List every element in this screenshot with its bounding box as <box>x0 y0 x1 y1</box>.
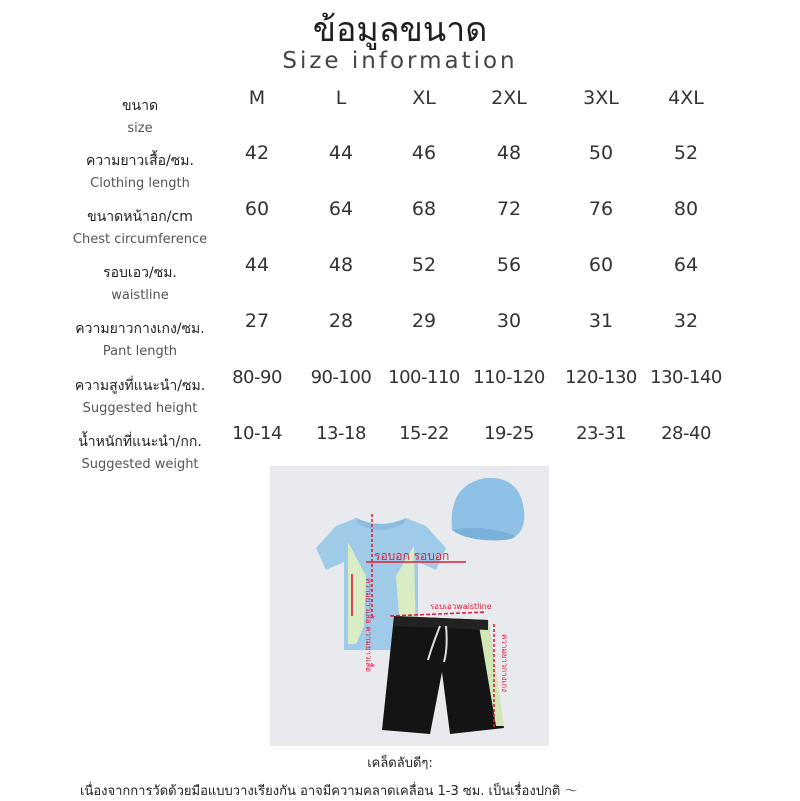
table-cell: 2XL <box>491 87 527 109</box>
table-cell: 52 <box>411 254 437 276</box>
table-cell: 50 <box>588 142 614 164</box>
table-cell: 15-22 <box>399 423 449 444</box>
row-label-thai: ความยาวเสื้อ/ซม. <box>86 153 194 169</box>
table-cell: 4XL <box>668 87 704 109</box>
table-cell: 56 <box>496 254 522 276</box>
table-cell: 60 <box>588 254 614 276</box>
table-cell: 28 <box>328 310 354 332</box>
waist-label: รอบเอวwaistline <box>430 602 492 611</box>
row-label-english: Suggested weight <box>81 457 199 472</box>
table-cell: 32 <box>673 310 699 332</box>
table-cell: 130-140 <box>650 367 722 388</box>
table-cell: 64 <box>328 198 354 220</box>
page-title: ข้อมูลขนาด <box>312 10 488 50</box>
table-cell: 60 <box>244 198 270 220</box>
table-cell: 42 <box>244 142 270 164</box>
measurement-note: เนื่องจากการวัดด้วยมือแบบวางเรียงกัน อาจมีความคลาดเคลื่อน 1-3 ซม. เป็นเรื่องปกติ ～ <box>80 784 578 799</box>
table-cell: L <box>335 87 347 109</box>
table-cell: 19-25 <box>484 423 534 444</box>
table-cell: 3XL <box>583 87 619 109</box>
table-cell: 46 <box>411 142 437 164</box>
chest-label: รอบอก รอบอก <box>374 549 450 563</box>
table-cell: 44 <box>244 254 270 276</box>
table-cell: 44 <box>328 142 354 164</box>
table-cell: 110-120 <box>473 367 545 388</box>
row-label-english: Clothing length <box>90 176 190 191</box>
shirt-length-label: ความยาวเสื้อ ความยาวเสื้อ <box>364 578 373 672</box>
table-cell: 100-110 <box>388 367 460 388</box>
table-cell: 80-90 <box>232 367 282 388</box>
table-cell: 90-100 <box>310 367 372 388</box>
swim-shorts-graphic <box>382 616 504 734</box>
table-cell: 31 <box>588 310 614 332</box>
row-label-thai: ความยาวกางเกง/ซม. <box>75 321 205 337</box>
product-photo <box>270 466 549 746</box>
tips-heading: เคล็ดลับดีๆ: <box>367 756 433 771</box>
table-cell: 30 <box>496 310 522 332</box>
table-cell: 68 <box>411 198 437 220</box>
page-subtitle: Size information <box>282 48 518 74</box>
row-label-english: size <box>127 121 153 136</box>
table-cell: 76 <box>588 198 614 220</box>
row-label-thai: น้ำหนักที่แนะนำ/กก. <box>78 434 202 450</box>
row-label-english: Suggested height <box>82 401 198 416</box>
row-label-thai: ความสูงที่แนะนำ/ซม. <box>74 378 206 394</box>
table-cell: 52 <box>673 142 699 164</box>
table-cell: 28-40 <box>661 423 711 444</box>
table-cell: 48 <box>496 142 522 164</box>
table-cell: 13-18 <box>316 423 366 444</box>
pant-length-label: ความยาวกางเกง <box>500 634 509 693</box>
row-label-thai: ขนาดหน้าอก/cm <box>87 209 193 225</box>
row-label-thai: รอบเอว/ซม. <box>103 265 177 281</box>
row-label-english: waistline <box>111 288 169 303</box>
table-cell: 64 <box>673 254 699 276</box>
table-cell: XL <box>412 87 436 109</box>
swim-cap-graphic <box>452 478 525 541</box>
table-cell: 10-14 <box>232 423 282 444</box>
table-cell: M <box>248 87 266 109</box>
table-cell: 80 <box>673 198 699 220</box>
row-label-english: Pant length <box>102 344 178 359</box>
table-cell: 72 <box>496 198 522 220</box>
table-cell: 48 <box>328 254 354 276</box>
row-label-thai: ขนาด <box>121 98 159 114</box>
size-table-row <box>0 310 800 374</box>
table-cell: 23-31 <box>576 423 626 444</box>
table-cell: 27 <box>244 310 270 332</box>
row-label-english: Chest circumference <box>72 232 208 247</box>
table-cell: 120-130 <box>565 367 637 388</box>
table-cell: 29 <box>411 310 437 332</box>
